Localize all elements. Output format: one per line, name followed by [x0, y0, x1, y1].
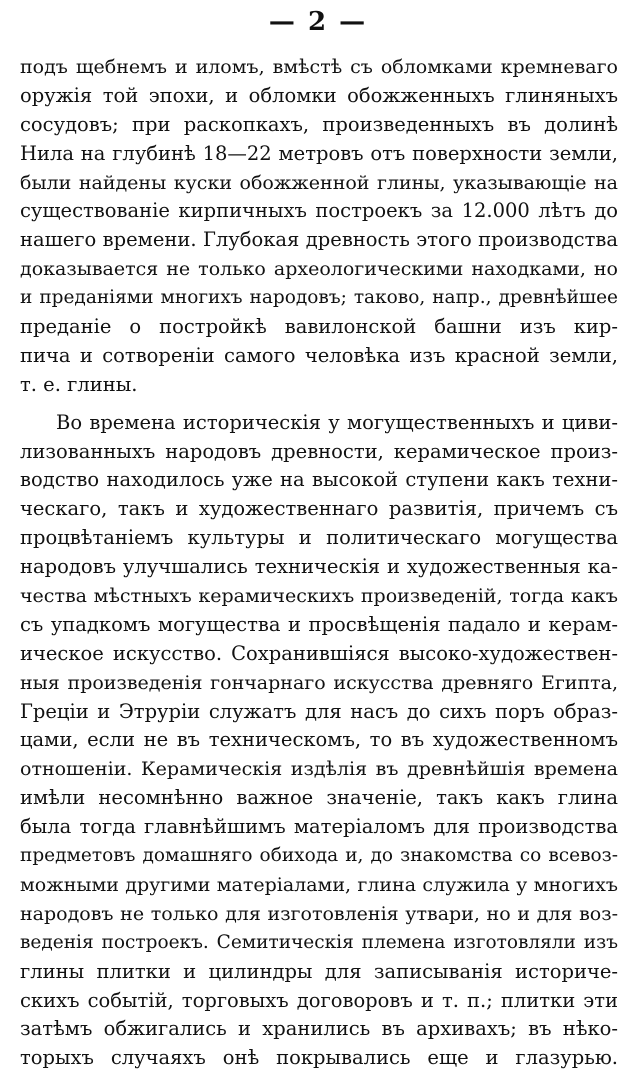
text-line: т. е. глины. — [20, 372, 138, 396]
text-line: цами, если не въ техническомъ, то въ художественномъ — [20, 728, 618, 752]
text-line: скихъ событій, торговыхъ договоровъ и т. п.; плитки эти — [20, 988, 618, 1012]
text-line: и преданіями многихъ народовъ; таково, напр., древнѣйшее — [20, 287, 618, 309]
text-line: была тогда главнѣйшимъ матеріаломъ для производства — [20, 815, 618, 839]
paragraph-1 — [20, 53, 618, 400]
body-text — [20, 53, 618, 1073]
text-line: затѣмъ обжигались и хранились въ архивахъ; въ нѣко- — [20, 1017, 618, 1041]
text-line: можными другими матеріалами, глина служила у многихъ — [20, 873, 618, 896]
text-line: чества мѣстныхъ керамическихъ произведеній, тогда какъ — [20, 585, 618, 608]
text-line: народовъ не только для изготовленія утвари, но и для воз- — [20, 902, 618, 925]
text-line: Греціи и Этруріи служатъ для насъ до сихъ поръ образ- — [20, 699, 618, 723]
text-line: доказывается не только археологическими находками, но — [20, 258, 618, 281]
text-line: имѣли несомнѣнно важное значеніе, такъ какъ глина — [20, 786, 618, 810]
text-line: отношеніи. Керамическія издѣлія въ древнѣйшія времена — [20, 758, 618, 781]
text-line: сосудовъ; при раскопкахъ, произведенныхъ въ долинѣ — [20, 112, 618, 136]
text-line: ныя произведенія гончарнаго искусства древняго Египта, — [20, 671, 618, 694]
text-line: ческаго, такъ и художественнаго развитія, причемъ съ — [20, 497, 618, 521]
text-line: водство находилось уже на высокой ступени какъ техни- — [20, 468, 618, 492]
text-line: процвѣтаніемъ культуры и политическаго могущества — [20, 526, 618, 550]
page-number: — 2 — — [268, 7, 368, 37]
text-line: Во времена историческія у могущественныхъ и циви- — [56, 410, 618, 434]
text-line: народовъ улучшались техническія и художественныя ка- — [20, 555, 618, 579]
text-line: нашего времени. Глубокая древность этого производства — [20, 228, 618, 252]
text-line: пича и сотвореніи самого человѣка изъ красной земли, — [20, 343, 618, 367]
text-line: подъ щебнемъ и иломъ, вмѣстѣ съ обломками кремневаго — [20, 56, 618, 78]
text-line: существованіе кирпичныхъ построекъ за 12.000 лѣтъ до — [20, 199, 618, 223]
paragraph-2 — [20, 409, 618, 1073]
text-line: оружія той эпохи, и обломки обожженныхъ глиняныхъ — [20, 83, 618, 107]
text-line: торыхъ случаяхъ онѣ покрывались еще и глазурью. — [20, 1046, 618, 1070]
text-line: ическое искусство. Сохранившіяся высоко-художествен- — [20, 641, 618, 665]
text-line: глины плитки и цилиндры для записыванія историче- — [20, 959, 618, 983]
text-line: лизованныхъ народовъ древности, керамическое произ- — [20, 439, 618, 463]
text-line: были найдены куски обожженной глины, указывающіе на — [20, 171, 618, 194]
text-line: предметовъ домашняго обихода и, до знакомства со всевоз- — [20, 845, 618, 867]
text-line: Нила на глубинѣ 18—22 метровъ отъ поверхности земли, — [20, 141, 618, 165]
text-line: веденія построекъ. Семитическія племена изготовляли изъ — [20, 931, 618, 953]
text-line: преданіе о постройкѣ вавилонской башни изъ кир- — [20, 315, 618, 339]
text-line: съ упадкомъ могущества и просвѣщенія падало и керам- — [20, 612, 618, 636]
